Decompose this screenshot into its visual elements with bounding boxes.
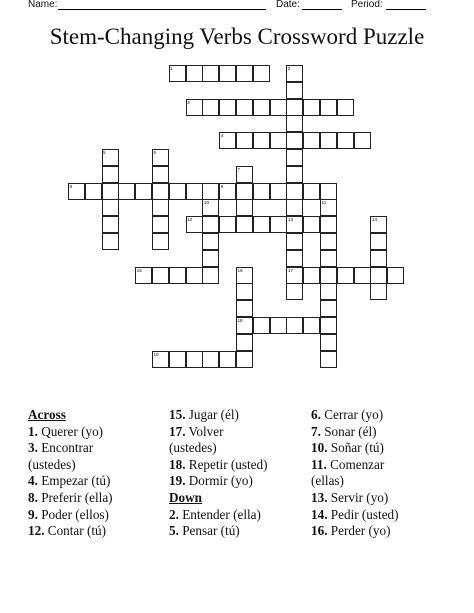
crossword-cell[interactable] <box>320 99 337 116</box>
clue-number-label: 19 <box>153 351 159 357</box>
crossword-cell[interactable] <box>253 183 270 200</box>
clue-line <box>28 440 113 457</box>
crossword-cell[interactable] <box>320 132 337 149</box>
clue-number: 10. <box>311 440 328 456</box>
clue-number: 14. <box>311 506 328 522</box>
crossword-cell[interactable] <box>320 300 337 317</box>
crossword-cell[interactable] <box>202 216 219 233</box>
clue-number: 11. <box>311 456 327 472</box>
crossword-cell[interactable] <box>102 216 119 233</box>
crossword-cell[interactable] <box>286 283 303 300</box>
clue-number-label: 14 <box>371 217 378 223</box>
clue-number-label: 12 <box>187 217 193 223</box>
crossword-cell[interactable] <box>320 351 337 368</box>
crossword-cell[interactable] <box>152 166 169 183</box>
clue-line <box>28 424 113 441</box>
crossword-cell[interactable] <box>286 132 303 149</box>
crossword-cell[interactable] <box>253 99 270 116</box>
crossword-cell[interactable] <box>354 267 371 284</box>
clue-number: 1. <box>28 423 38 439</box>
clue-number-label: 2 <box>287 66 291 71</box>
clue-text: (ustedes) <box>169 440 217 456</box>
crossword-cell[interactable] <box>169 267 186 284</box>
crossword-cell[interactable] <box>236 351 253 368</box>
crossword-cell[interactable] <box>202 183 219 200</box>
clue-line <box>311 440 399 457</box>
crossword-cell[interactable] <box>102 233 119 250</box>
crossword-cell[interactable] <box>337 267 354 284</box>
clue-section-heading: Across <box>28 407 66 422</box>
clue-line <box>169 507 268 524</box>
crossword-cell[interactable] <box>253 65 270 82</box>
crossword-cell[interactable] <box>270 183 287 200</box>
crossword-cell[interactable] <box>236 283 253 300</box>
clue-text: Perder (yo) <box>330 523 391 539</box>
clue-text: Sonar (él) <box>324 423 377 439</box>
clue-number-label: 9 <box>220 183 224 189</box>
crossword-cell[interactable] <box>186 267 203 284</box>
clue-line <box>169 407 268 424</box>
crossword-cell[interactable] <box>286 99 303 116</box>
clue-number: 18. <box>169 456 186 472</box>
clue-number-label: 13 <box>287 217 294 223</box>
crossword-cell[interactable] <box>236 300 253 317</box>
clue-number: 13. <box>311 489 328 505</box>
crossword-cell[interactable] <box>236 183 253 200</box>
crossword-cell[interactable] <box>236 199 253 216</box>
crossword-cell[interactable] <box>152 233 169 250</box>
clue-number-label: 5 <box>103 150 106 155</box>
crossword-cell[interactable] <box>320 267 337 284</box>
crossword-cell[interactable] <box>236 216 253 233</box>
crossword-cell[interactable] <box>303 132 320 149</box>
clue-number-label: 3 <box>187 99 190 105</box>
crossword-cell[interactable] <box>202 99 219 116</box>
clue-text: Preferir (ella) <box>41 489 113 505</box>
crossword-cell[interactable] <box>320 233 337 250</box>
crossword-cell[interactable] <box>253 132 270 149</box>
clue-text: Comenzar <box>330 456 385 472</box>
crossword-cell[interactable] <box>186 183 203 200</box>
clue-number-label: 16 <box>237 267 243 273</box>
clue-text: Pedir (usted) <box>330 506 399 522</box>
crossword-cell[interactable] <box>320 283 337 300</box>
crossword-cell[interactable] <box>337 132 354 149</box>
crossword-cell[interactable] <box>370 267 387 284</box>
clue-text: Repetir (usted) <box>188 456 268 472</box>
crossword-cell[interactable] <box>219 65 236 82</box>
clue-text: Jugar (él) <box>188 407 239 422</box>
crossword-cell[interactable] <box>286 149 303 166</box>
clue-number: 15. <box>169 407 186 422</box>
clue-number-label: 10 <box>203 200 210 206</box>
crossword-cell[interactable] <box>387 267 404 284</box>
crossword-cell[interactable] <box>219 351 236 368</box>
name-label: Name: <box>28 0 58 10</box>
crossword-cell[interactable] <box>286 199 303 216</box>
clue-number-label: 4 <box>220 133 224 139</box>
clue-text: Volver <box>188 423 224 439</box>
clue-number-label: 11 <box>321 200 327 206</box>
clue-number: 6. <box>311 407 321 422</box>
crossword-cell[interactable] <box>169 351 186 368</box>
crossword-cell[interactable] <box>303 267 320 284</box>
clue-number: 19. <box>169 473 186 489</box>
crossword-cell[interactable] <box>202 65 219 82</box>
crossword-cell[interactable] <box>354 132 371 149</box>
period-label: Period: <box>351 0 383 10</box>
clue-text: Cerrar (yo) <box>324 407 384 422</box>
crossword-cell[interactable] <box>102 166 119 183</box>
crossword-cell[interactable] <box>202 233 219 250</box>
crossword-cell[interactable] <box>152 216 169 233</box>
crossword-cell[interactable] <box>270 317 287 334</box>
crossword-cell[interactable] <box>320 317 337 334</box>
clue-text: Dormir (yo) <box>188 473 253 489</box>
crossword-cell[interactable] <box>286 115 303 132</box>
crossword-cell[interactable] <box>270 132 287 149</box>
crossword-cell[interactable] <box>236 132 253 149</box>
clue-line <box>311 473 399 490</box>
clue-text: Querer (yo) <box>41 423 104 439</box>
crossword-cell[interactable] <box>202 250 219 267</box>
clue-line <box>28 507 113 524</box>
clue-line <box>311 407 399 424</box>
crossword-cell[interactable] <box>85 183 102 200</box>
crossword-cell[interactable] <box>286 233 303 250</box>
clue-text: (ellas) <box>311 473 344 489</box>
clue-text: Contar (tú) <box>47 523 107 539</box>
clue-line <box>169 523 268 540</box>
crossword-cell[interactable] <box>152 183 169 200</box>
crossword-cell[interactable] <box>270 216 287 233</box>
clue-number: 4. <box>28 473 38 489</box>
clue-number-label: 18 <box>237 318 243 323</box>
crossword-cell[interactable] <box>370 233 387 250</box>
clue-text: Servir (yo) <box>330 489 389 505</box>
crossword-cell[interactable] <box>219 216 236 233</box>
crossword-cell[interactable] <box>186 65 203 82</box>
clue-number: 7. <box>311 423 321 439</box>
crossword-cell[interactable] <box>102 199 119 216</box>
clue-line <box>28 473 113 490</box>
crossword-cell[interactable] <box>320 334 337 351</box>
clue-number: 17. <box>169 423 186 439</box>
crossword-cell[interactable] <box>370 250 387 267</box>
crossword-cell[interactable] <box>337 99 354 116</box>
clues-column-1 <box>28 407 113 540</box>
clue-text: Empezar (tú) <box>41 473 111 489</box>
clue-text: Pensar (tú) <box>182 523 240 539</box>
crossword-cell[interactable] <box>286 250 303 267</box>
clue-number: 5. <box>169 523 179 539</box>
clue-number-label: 15 <box>136 267 142 273</box>
crossword-cell[interactable] <box>102 183 119 200</box>
clue-text: Entender (ella) <box>182 506 261 522</box>
crossword-cell[interactable] <box>236 99 253 116</box>
clue-line <box>28 457 113 474</box>
clue-line <box>28 490 113 507</box>
clue-text: Encontrar <box>41 440 94 456</box>
clue-number: 9. <box>28 506 38 522</box>
clue-line <box>311 424 399 441</box>
clue-number: 3. <box>28 440 38 456</box>
crossword-cell[interactable] <box>303 183 320 200</box>
crossword-cell[interactable] <box>320 183 337 200</box>
clue-text: Soñar (tú) <box>330 440 384 456</box>
clue-number-label: 6 <box>153 150 157 155</box>
crossword-cell[interactable] <box>186 351 203 368</box>
clue-line <box>169 473 268 490</box>
crossword-cell[interactable] <box>152 199 169 216</box>
crossword-cell[interactable] <box>135 183 152 200</box>
clue-number-label: 1 <box>170 66 173 71</box>
page-title: Stem-Changing Verbs Crossword Puzzle <box>49 24 425 49</box>
clue-line <box>311 457 399 474</box>
clue-line <box>169 440 268 457</box>
crossword-cell[interactable] <box>270 99 287 116</box>
crossword-cell[interactable] <box>202 267 219 284</box>
crossword-cell[interactable] <box>303 317 320 334</box>
crossword-cell[interactable] <box>253 216 270 233</box>
clue-number-label: 7 <box>237 166 241 172</box>
clue-number: 16. <box>311 523 328 539</box>
clue-number-label: 8 <box>69 183 73 189</box>
clue-line <box>28 523 113 540</box>
clue-section-heading: Down <box>169 489 202 505</box>
crossword-cell[interactable] <box>286 183 303 200</box>
crossword-cell[interactable] <box>253 317 270 334</box>
clue-line <box>311 523 399 540</box>
clues-column-3 <box>311 407 399 540</box>
clue-text: (ustedes) <box>28 456 76 472</box>
crossword-cell[interactable] <box>320 216 337 233</box>
crossword-cell[interactable] <box>219 99 236 116</box>
crossword-cell[interactable] <box>236 334 253 351</box>
clue-line <box>311 507 399 524</box>
clue-text: Poder (ellos) <box>41 506 109 522</box>
clue-number-label: 17 <box>287 267 294 273</box>
crossword-cell[interactable] <box>118 183 135 200</box>
clue-line <box>169 424 268 441</box>
clue-line <box>311 490 399 507</box>
crossword-cell[interactable] <box>320 250 337 267</box>
clue-number: 2. <box>169 506 179 522</box>
crossword-cell[interactable] <box>286 82 303 99</box>
crossword-cell[interactable] <box>286 166 303 183</box>
crossword-cell[interactable] <box>286 317 303 334</box>
crossword-cell[interactable] <box>303 216 320 233</box>
date-label: Date: <box>276 0 300 10</box>
clues-column-2 <box>169 407 268 540</box>
crossword-cell[interactable] <box>169 183 186 200</box>
clue-line <box>169 457 268 474</box>
clue-number: 12. <box>28 523 45 539</box>
crossword-cell[interactable] <box>370 283 387 300</box>
crossword-cell[interactable] <box>202 351 219 368</box>
crossword-cell[interactable] <box>303 99 320 116</box>
crossword-cell[interactable] <box>152 267 169 284</box>
clue-number: 8. <box>28 489 38 505</box>
crossword-cell[interactable] <box>236 65 253 82</box>
